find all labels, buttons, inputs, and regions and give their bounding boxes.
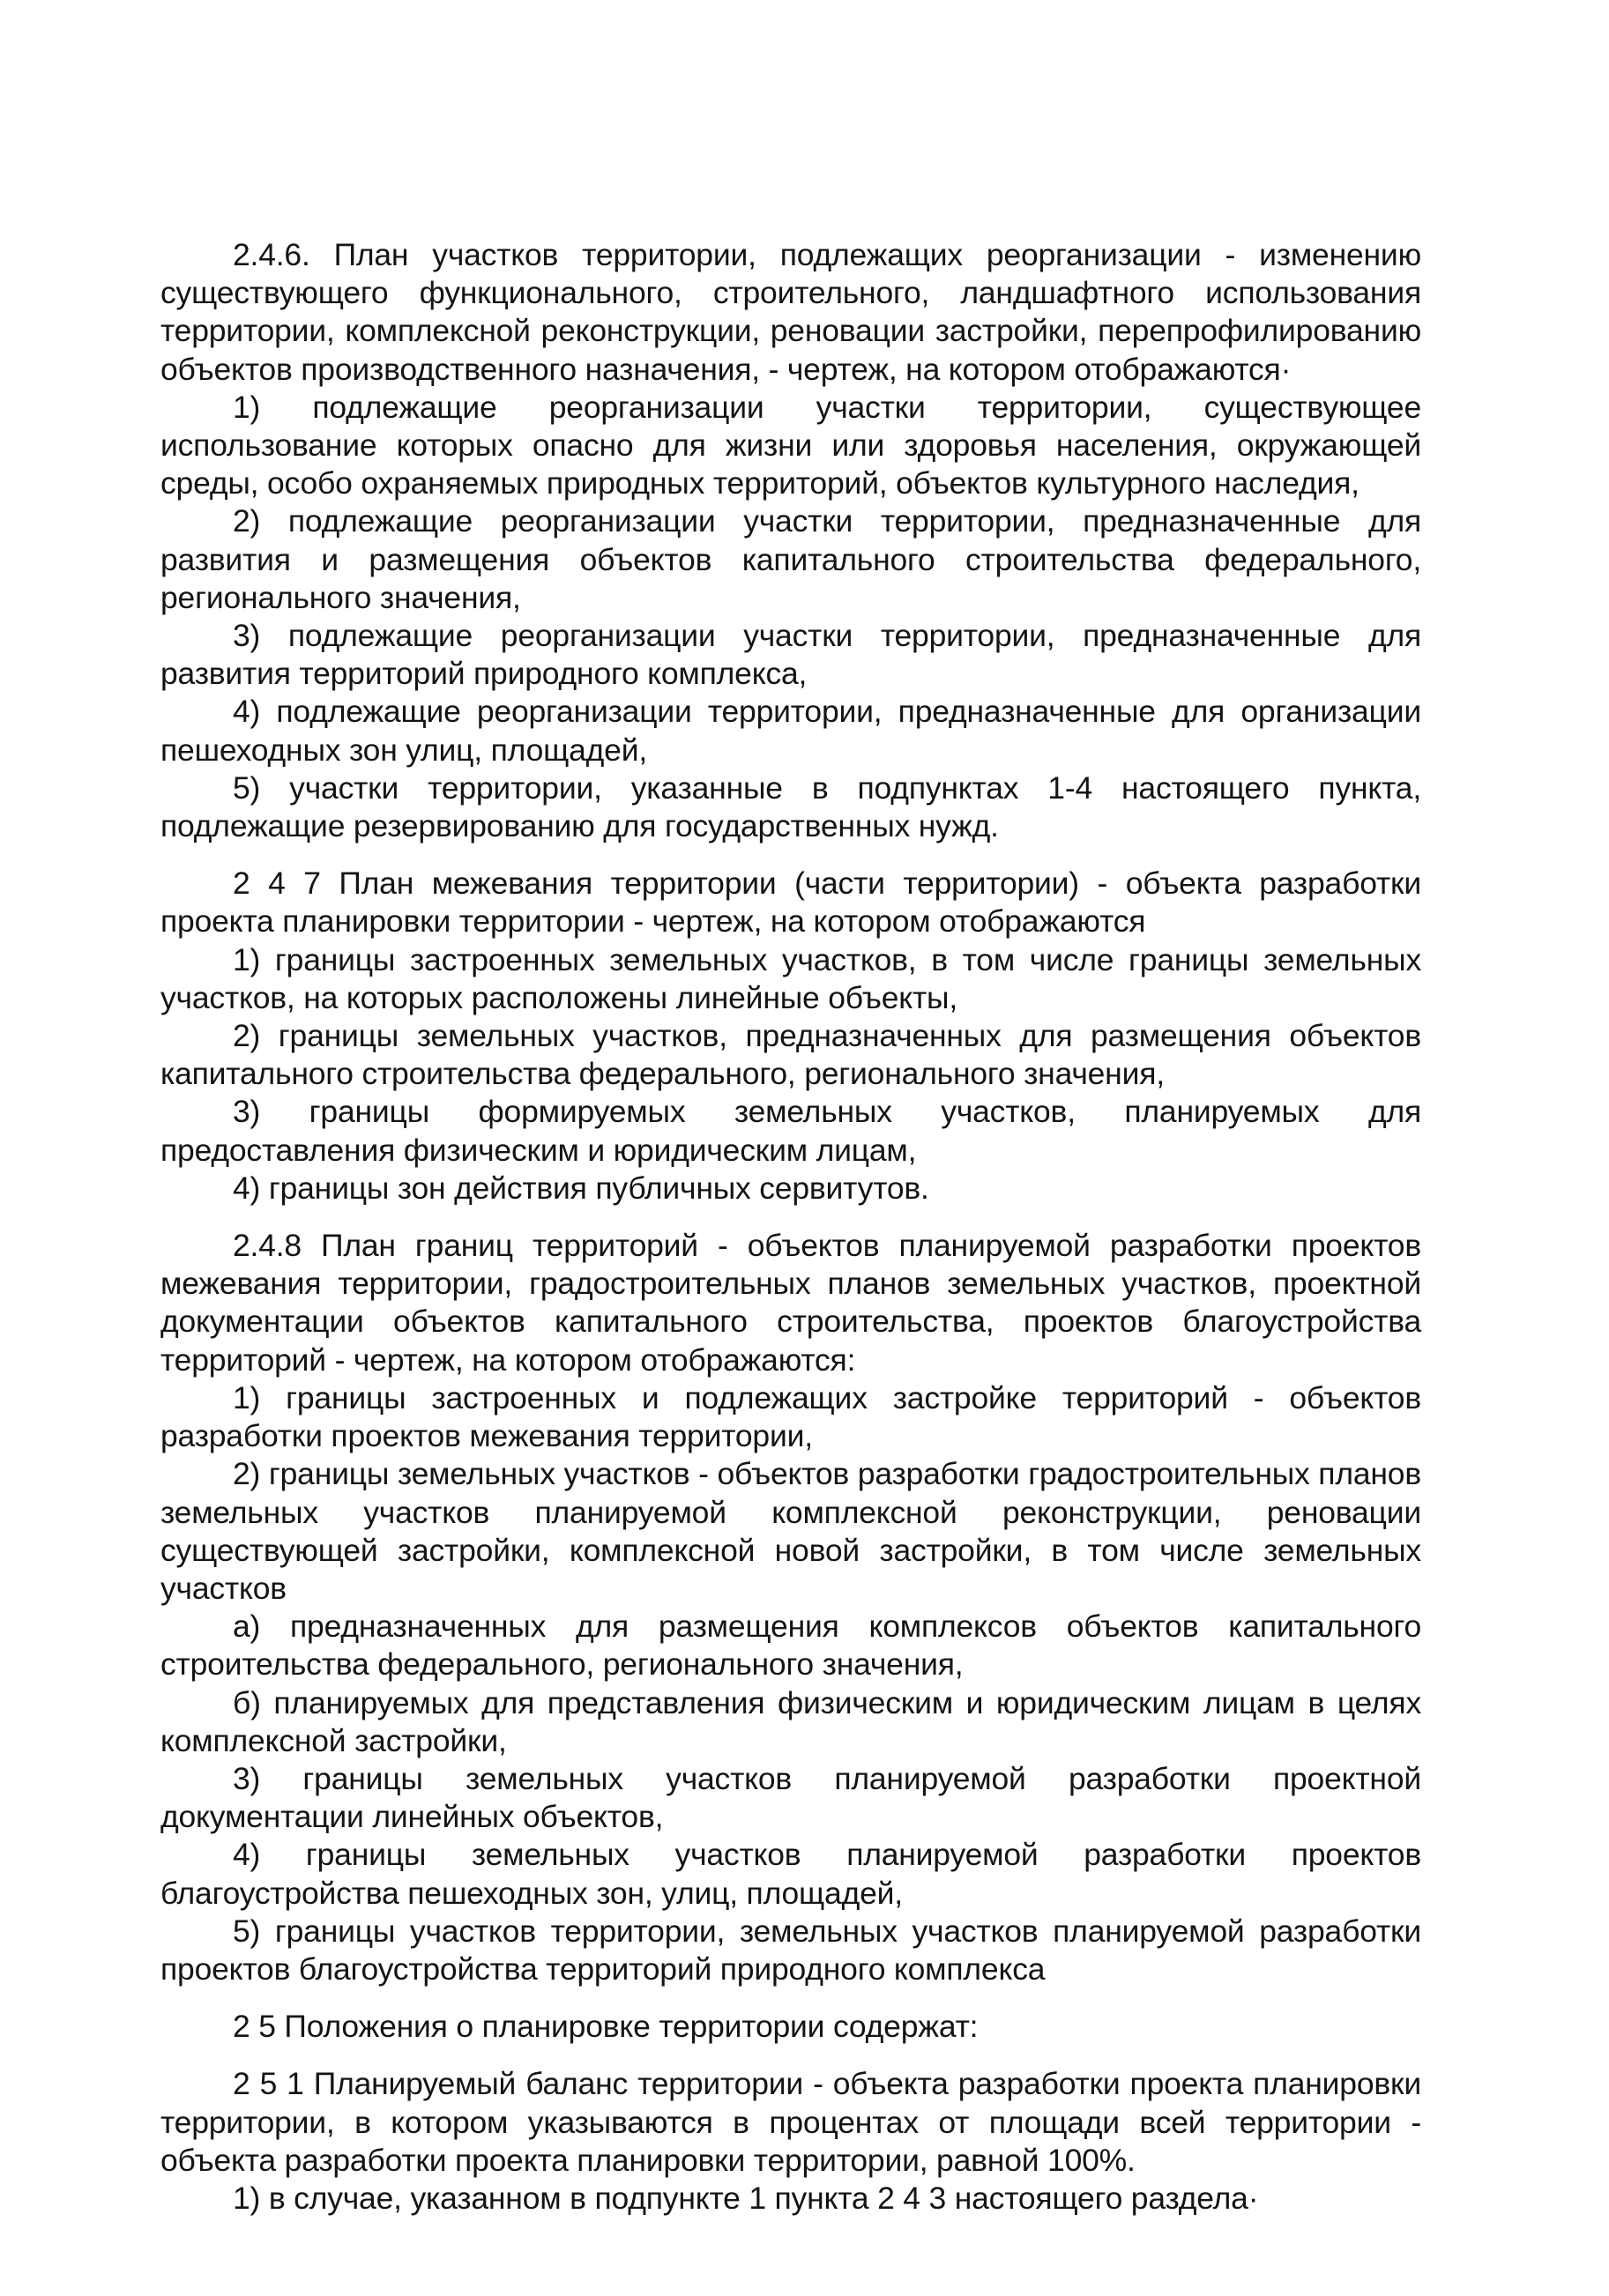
paragraph-2-4-7: 2 4 7 План межевания территории (части территории) - объекта разработки проекта планировки территории - чертеж, на котором отображаются: [160, 866, 1421, 940]
list-item: б) планируемых для представления физическим и юридическим лицам в целях комплексной застройки,: [160, 1684, 1421, 1758]
list-item: 3) подлежащие реорганизации участки территории, предназначенные для развития территорий природного комплекса,: [160, 618, 1421, 692]
list-item: 1) границы застроенных и подлежащих застройке территорий - объектов разработки проектов межевания территории,: [160, 1379, 1421, 1454]
list-item: 1) границы застроенных земельных участков, в том числе границы земельных участков, на которых расположены линейные объекты,: [160, 941, 1421, 1015]
list-item: 2) границы земельных участков - объектов разработки градостроительных планов земельных участков планируемой комплексной реконструкции, реновации существующей застройки, комплексной новой застройки, в том числе земельных участков: [160, 1456, 1421, 1606]
list-item: 4) границы земельных участков планируемой разработки проектов благоустройства пешеходных зон, улиц, площадей,: [160, 1837, 1421, 1911]
paragraph-2-4-8: 2.4.8 План границ территорий - объектов планируемой разработки проектов межевания территории, градостроительных планов земельных участков, проектной документации объектов капитального строительства, проектов благоустройства территорий - чертеж, на котором отображаются:: [160, 1228, 1421, 1378]
list-item: 4) подлежащие реорганизации территории, предназначенные для организации пешеходных зон улиц, площадей,: [160, 694, 1421, 768]
paragraph-2-5-1: 2 5 1 Планируемый баланс территории - объекта разработки проекта планировки территории, в котором указываются в процентах от площади всей территории - объекта разработки проекта планировки территории, равной 100%.: [160, 2066, 1421, 2178]
list-item: 2) подлежащие реорганизации участки территории, предназначенные для развития и размещения объектов капитального строительства федерального, регионального значения,: [160, 503, 1421, 615]
paragraph-2-5: 2 5 Положения о планировке территории содержат:: [233, 2009, 979, 2045]
paragraph-2-4-6: 2.4.6. План участков территории, подлежащих реорганизации - изменению существующего функционального, строительного, ландшафтного использования территории, комплексной реконструкции, реновации застройки, перепрофилированию объектов производственного назначения, - чертеж, на котором отображаются·: [160, 237, 1421, 387]
list-item: 1) подлежащие реорганизации участки территории, существующее использование которых опасно для жизни или здоровья населения, окружающей среды, особо охраняемых природных территорий, объектов культурного наследия,: [160, 389, 1421, 502]
document-text: [160, 236, 1421, 2218]
list-item: 5) участки территории, указанные в подпунктах 1-4 настоящего пункта, подлежащие резервированию для государственных нужд.: [160, 769, 1421, 844]
list-item: 1) в случае, указанном в подпункте 1 пункта 2 4 3 настоящего раздела·: [233, 2180, 1259, 2216]
list-item: 3) границы формируемых земельных участков, планируемых для предоставления физическим и юридическим лицам,: [160, 1094, 1421, 1168]
list-item: 3) границы земельных участков планируемой разработки проектной документации линейных объектов,: [160, 1760, 1421, 1835]
list-item: 5) границы участков территории, земельных участков планируемой разработки проектов благоустройства территорий природного комплекса: [160, 1913, 1421, 1987]
list-item: а) предназначенных для размещения комплексов объектов капитального строительства федерального, регионального значения,: [160, 1609, 1421, 1683]
list-item: 4) границы зон действия публичных сервитутов.: [233, 1170, 929, 1206]
list-item: 2) границы земельных участков, предназначенных для размещения объектов капитального строительства федерального, регионального значения,: [160, 1018, 1421, 1092]
